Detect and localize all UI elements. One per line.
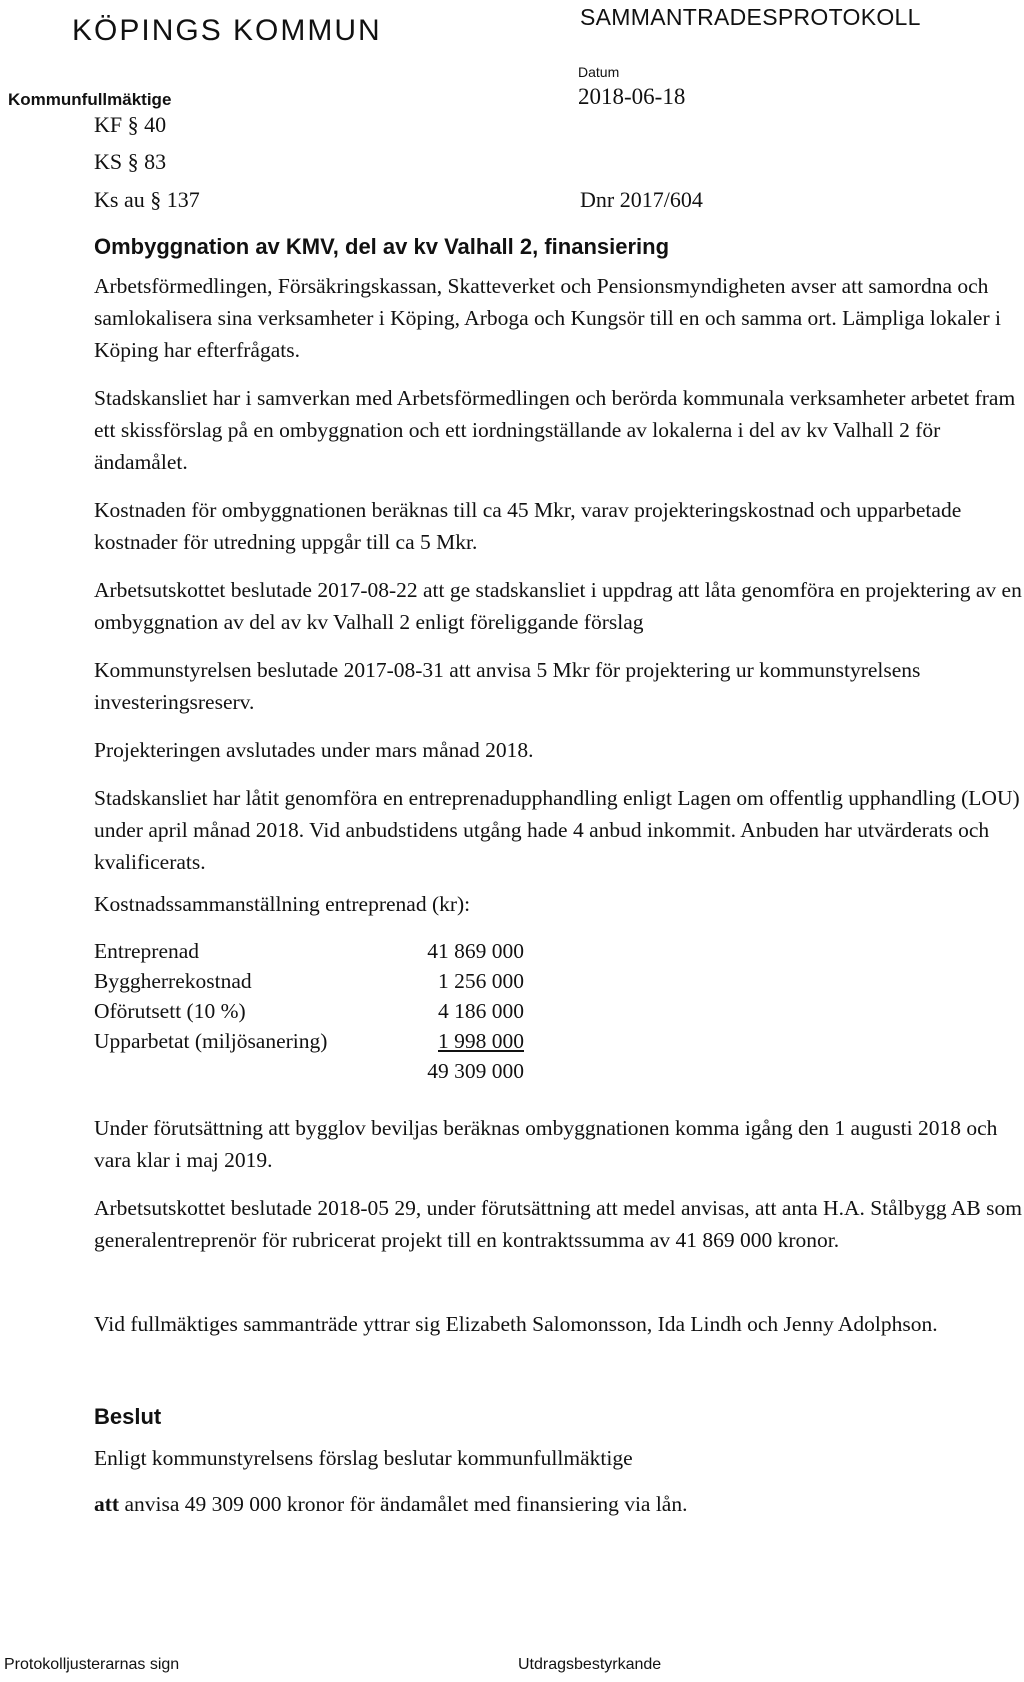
date-label: Datum	[578, 64, 620, 80]
organization-name: KÖPINGS KOMMUN	[72, 14, 382, 47]
att-keyword: att	[94, 1492, 120, 1516]
paragraph-sketch-proposal: Stadskansliet har i samverkan med Arbetsförmedlingen och berörda kommunala verksamheter arbetet fram ett skissförslag på en ombyggnation och ett iordningställande av lokalerna i del av kv Valhall 2 för ändamålet.	[94, 386, 1016, 474]
decision-clause	[94, 1488, 1024, 1520]
document-title: Ombyggnation av KMV, del av kv Valhall 2, finansiering	[94, 234, 670, 259]
table-row	[94, 936, 524, 966]
cost-amount: 1 256 000	[438, 969, 524, 993]
cost-summary-caption: Kostnadssammanställning entreprenad (kr):	[94, 892, 471, 916]
table-total-row	[94, 1056, 524, 1086]
paragraph-timeline: Under förutsättning att bygglov beviljas beräknas ombyggnationen komma igång den 1 augusti 2018 och vara klar i maj 2019.	[94, 1116, 998, 1172]
paragraph-contractor: Arbetsutskottet beslutade 2018-05 29, under förutsättning att medel anvisas, att anta H.A. Stålbygg AB som generalentreprenör för rubricerat projekt till en kontraktssumma av 41 869 000 kronor.	[94, 1196, 1022, 1252]
cost-amount: 41 869 000	[427, 939, 524, 963]
cost-label: Oförutsett (10 %)	[94, 999, 246, 1023]
reference-ks-au: Ks au § 137	[94, 187, 200, 212]
footer-certification-label: Utdragsbestyrkande	[518, 1656, 662, 1673]
document-type: SAMMANTRADESPROTOKOLL	[580, 4, 921, 30]
cost-label: Upparbetat (miljösanering)	[94, 1029, 328, 1053]
footer-signature-label: Protokolljusterarnas sign	[4, 1656, 180, 1673]
decision-text: anvisa 49 309 000 kronor för ändamålet med finansiering via lån.	[124, 1492, 688, 1516]
cost-total: 49 309 000	[427, 1059, 524, 1083]
cost-amount: 1 998 000	[438, 1029, 524, 1053]
cost-label: Byggherrekostnad	[94, 969, 252, 993]
table-row	[94, 1026, 524, 1056]
paragraph-speakers: Vid fullmäktiges sammanträde yttrar sig Elizabeth Salomonsson, Ida Lindh och Jenny Adolphson.	[94, 1312, 938, 1336]
paragraph-committee-decision-2017: Arbetsutskottet beslutade 2017-08-22 att ge stadskansliet i uppdrag att låta genomföra en projektering av en ombyggnation av del av kv Valhall 2 enligt föreliggande förslag	[94, 578, 1022, 634]
decision-heading: Beslut	[94, 1404, 162, 1429]
decision-intro: Enligt kommunstyrelsens förslag beslutar kommunfullmäktige	[94, 1446, 633, 1470]
cost-table	[94, 936, 524, 1086]
table-row	[94, 966, 524, 996]
reference-kf: KF § 40	[94, 112, 167, 137]
department: Kommunfullmäktige	[8, 90, 172, 109]
cost-label: Entreprenad	[94, 939, 200, 963]
paragraph-board-decision-2017: Kommunstyrelsen beslutade 2017-08-31 att anvisa 5 Mkr för projektering ur kommunstyrelsens investeringsreserv.	[94, 658, 921, 714]
paragraph-projecting-finished: Projekteringen avslutades under mars månad 2018.	[94, 738, 534, 762]
reference-ks: KS § 83	[94, 149, 167, 174]
paragraph-procurement: Stadskansliet har låtit genomföra en entreprenadupphandling enligt Lagen om offentlig upphandling (LOU) under april månad 2018. Vid anbudstidens utgång hade 4 anbud inkommit. Anbuden har utvärderats och kvalificerats.	[94, 786, 1020, 874]
cost-amount: 4 186 000	[438, 999, 524, 1023]
paragraph-cost-estimate: Kostnaden för ombyggnationen beräknas till ca 45 Mkr, varav projekteringskostnad och upparbetade kostnader för utredning uppgår till ca 5 Mkr.	[94, 498, 962, 554]
diary-number: Dnr 2017/604	[580, 187, 703, 212]
paragraph-background: Arbetsförmedlingen, Försäkringskassan, Skatteverket och Pensionsmyndigheten avser att samordna och samlokalisera sina verksamheter i Köping, Arboga och Kungsör till en och samma ort. Lämpliga lokaler i Köping har efterfrågats.	[94, 274, 1001, 362]
date-value: 2018-06-18	[578, 84, 686, 109]
table-row	[94, 996, 524, 1026]
